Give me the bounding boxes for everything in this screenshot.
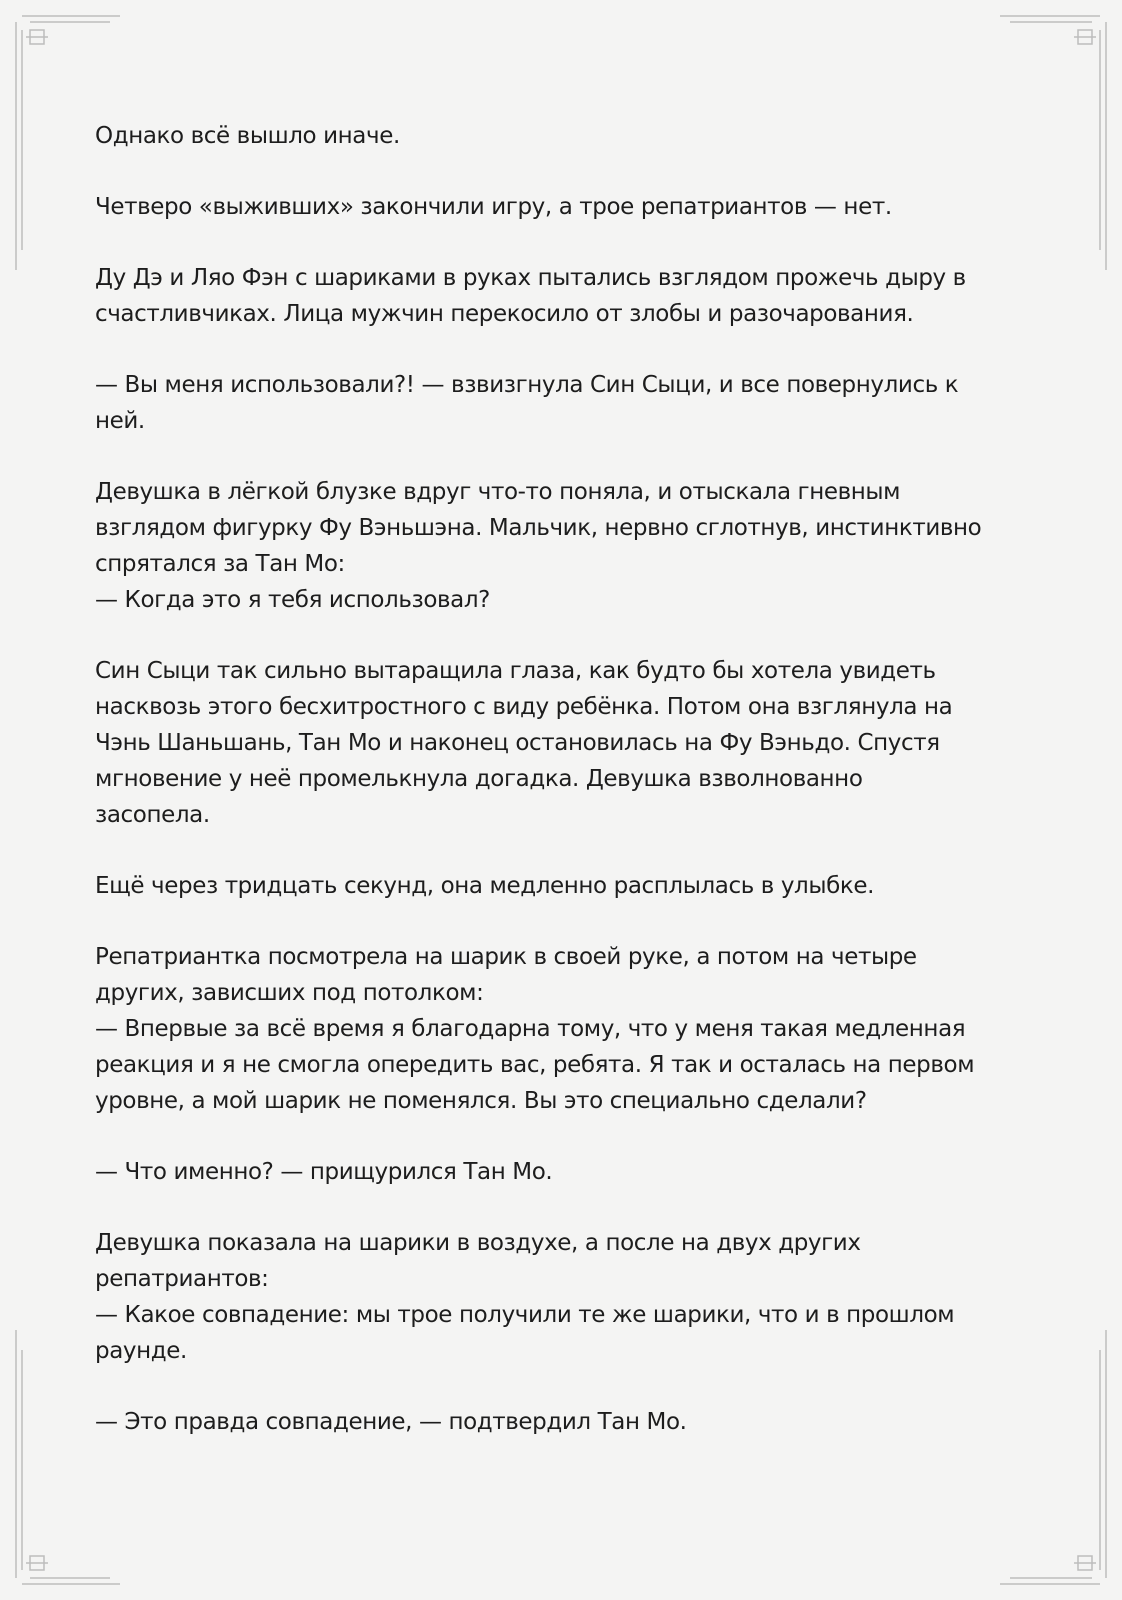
text-line: Однако всё вышло иначе. (95, 123, 400, 149)
text-line: ней. (95, 408, 145, 434)
text-line: — Какое совпадение: мы трое получили те же шарики, что и в прошлом (95, 1302, 955, 1328)
paragraph (95, 189, 1035, 225)
text-line: Ещё через тридцать секунд, она медленно расплылась в улыбке. (95, 873, 875, 899)
text-line: репатриантов: (95, 1266, 269, 1292)
paragraph (95, 118, 1035, 154)
paragraph (95, 868, 1035, 904)
text-line: взглядом фигурку Фу Вэньшэна. Мальчик, нервно сглотнув, инстинктивно (95, 515, 982, 541)
paragraph (95, 260, 1035, 332)
text-line: спрятался за Тан Мо: (95, 551, 345, 577)
text-line: уровне, а мой шарик не поменялся. Вы это специально сделали? (95, 1088, 867, 1114)
paragraph (95, 474, 1035, 618)
paragraph (95, 367, 1035, 439)
text-line: Син Сыци так сильно вытаращила глаза, как будто бы хотела увидеть (95, 658, 936, 684)
text-line: Девушка показала на шарики в воздухе, а после на двух других (95, 1230, 861, 1256)
text-line: — Когда это я тебя использовал? (95, 587, 490, 613)
paragraph (95, 939, 1035, 1119)
text-line: Ду Дэ и Ляо Фэн с шариками в руках пытались взглядом прожечь дыру в (95, 265, 966, 291)
paragraph (95, 1404, 1035, 1440)
paragraph (95, 1154, 1035, 1190)
paragraph (95, 1225, 1035, 1369)
text-line: — Это правда совпадение, — подтвердил Тан Мо. (95, 1409, 687, 1435)
text-line: насквозь этого бесхитростного с виду ребёнка. Потом она взглянула на (95, 694, 953, 720)
paragraph (95, 653, 1035, 833)
text-line: Репатриантка посмотрела на шарик в своей руке, а потом на четыре (95, 944, 917, 970)
text-line: Четверо «выживших» закончили игру, а трое репатриантов — нет. (95, 194, 892, 220)
text-line: — Впервые за всё время я благодарна тому, что у меня такая медленная (95, 1016, 966, 1042)
text-line: засопела. (95, 802, 210, 828)
text-line: счастливчиках. Лица мужчин перекосило от злобы и разочарования. (95, 301, 914, 327)
text-line: мгновение у неё промелькнула догадка. Девушка взволнованно (95, 766, 863, 792)
text-line: реакция и я не смогла опередить вас, ребята. Я так и осталась на первом (95, 1052, 975, 1078)
text-line: раунде. (95, 1338, 187, 1364)
text-line: — Что именно? — прищурился Тан Мо. (95, 1159, 553, 1185)
text-line: Девушка в лёгкой блузке вдруг что-то поняла, и отыскала гневным (95, 479, 901, 505)
text-line: Чэнь Шаньшань, Тан Мо и наконец остановилась на Фу Вэньдо. Спустя (95, 730, 940, 756)
text-line: других, зависших под потолком: (95, 980, 484, 1006)
text-line: — Вы меня использовали?! — взвизгнула Син Сыци, и все повернулись к (95, 372, 959, 398)
page-body (95, 118, 1035, 1475)
